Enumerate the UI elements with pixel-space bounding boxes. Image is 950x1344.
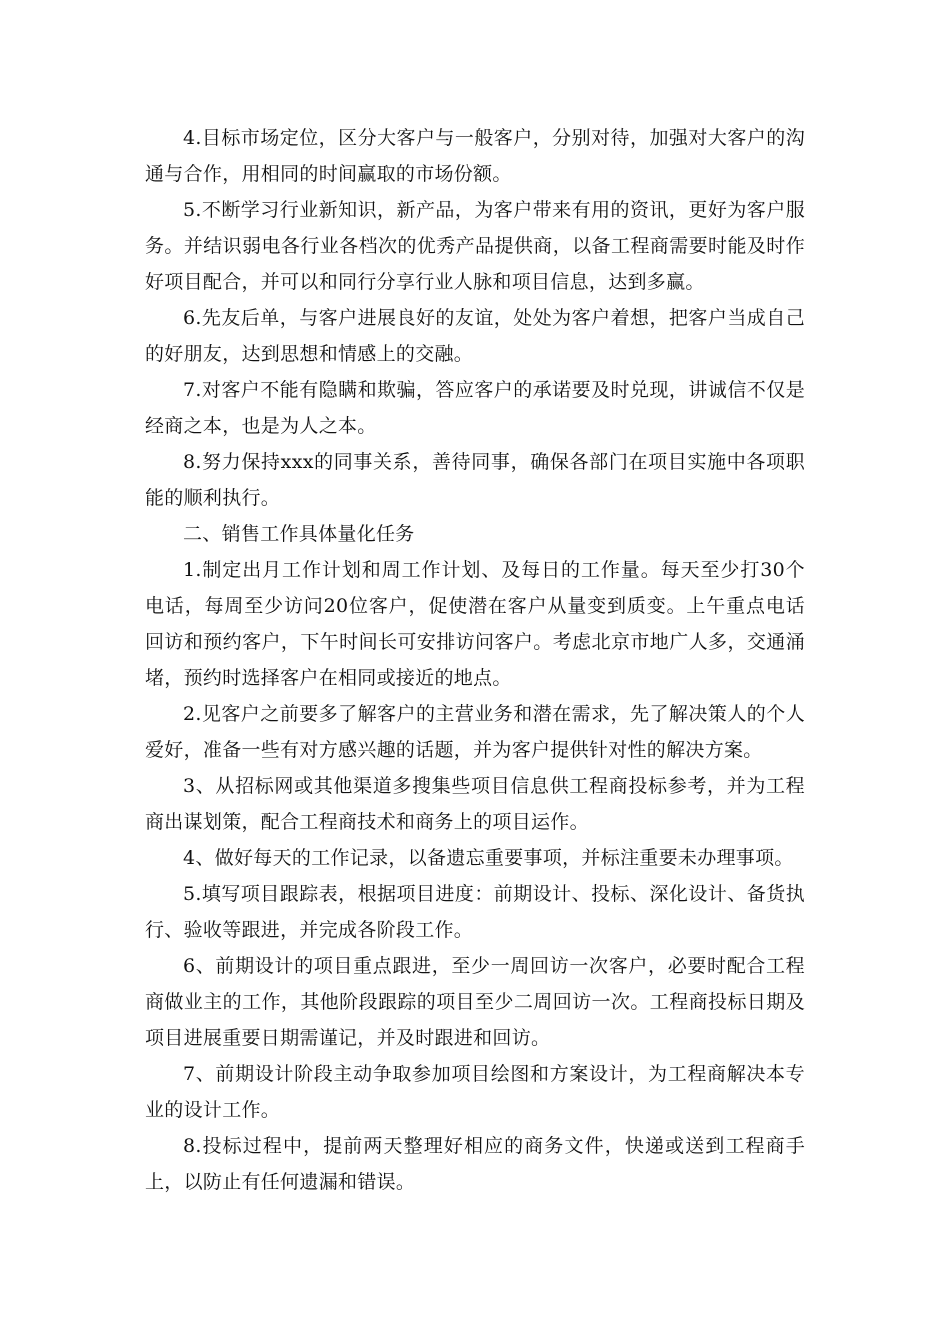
section-heading-quantified-tasks: 二、销售工作具体量化任务 xyxy=(183,523,415,545)
paragraph-tender-info: 3、从招标网或其他渠道多搜集些项目信息供工程商投标参考，并为工程商出谋划策，配合工程商技术和商务上的项目运作。 xyxy=(145,775,805,833)
paragraph-colleague-relations: 8.努力保持xxx的同事关系，善待同事，确保各部门在项目实施中各项职能的顺利执行。 xyxy=(145,451,805,509)
paragraph-design-follow-up: 6、前期设计的项目重点跟进，至少一周回访一次客户，必要时配合工程商做业主的工作，其他阶段跟踪的项目至少二周回访一次。工程商投标日期及项目进展重要日期需谨记，并及时跟进和回访。 xyxy=(145,955,805,1049)
paragraph-continuous-learning: 5.不断学习行业新知识，新产品，为客户带来有用的资讯，更好为客户服务。并结识弱电各行业各档次的优秀产品提供商，以备工程商需要时能及时作好项目配合，并可以和同行分享行业人脉和项目信息，达到多赢。 xyxy=(145,199,805,293)
paragraph-honesty: 7.对客户不能有隐瞒和欺骗，答应客户的承诺要及时兑现，讲诚信不仅是经商之本，也是为人之本。 xyxy=(145,379,805,437)
paragraph-friendship-first: 6.先友后单，与客户进展良好的友谊，处处为客户着想，把客户当成自己的好朋友，达到思想和情感上的交融。 xyxy=(145,307,805,365)
paragraph-design-participation: 7、前期设计阶段主动争取参加项目绘图和方案设计，为工程商解决本专业的设计工作。 xyxy=(145,1063,805,1121)
paragraph-market-positioning: 4.目标市场定位，区分大客户与一般客户，分别对待，加强对大客户的沟通与合作，用相同的时间赢取的市场份额。 xyxy=(145,127,805,185)
paragraph-project-tracking: 5.填写项目跟踪表，根据项目进度：前期设计、投标、深化设计、备货执行、验收等跟进，并完成各阶段工作。 xyxy=(145,883,805,941)
paragraph-work-records: 4、做好每天的工作记录，以备遗忘重要事项，并标注重要未办理事项。 xyxy=(183,847,794,869)
paragraph-customer-research: 2.见客户之前要多了解客户的主营业务和潜在需求，先了解决策人的个人爱好，准备一些有对方感兴趣的话题，并为客户提供针对性的解决方案。 xyxy=(145,703,805,761)
paragraph-bidding-process: 8.投标过程中，提前两天整理好相应的商务文件，快递或送到工程商手上，以防止有任何遗漏和错误。 xyxy=(145,1135,805,1193)
paragraph-work-plan: 1.制定出月工作计划和周工作计划、及每日的工作量。每天至少打30个电话，每周至少访问20位客户，促使潜在客户从量变到质变。上午重点电话回访和预约客户，下午时间长可安排访问客户。考虑北京市地广人多，交通涌堵，预约时选择客户在相同或接近的地点。 xyxy=(145,559,805,689)
